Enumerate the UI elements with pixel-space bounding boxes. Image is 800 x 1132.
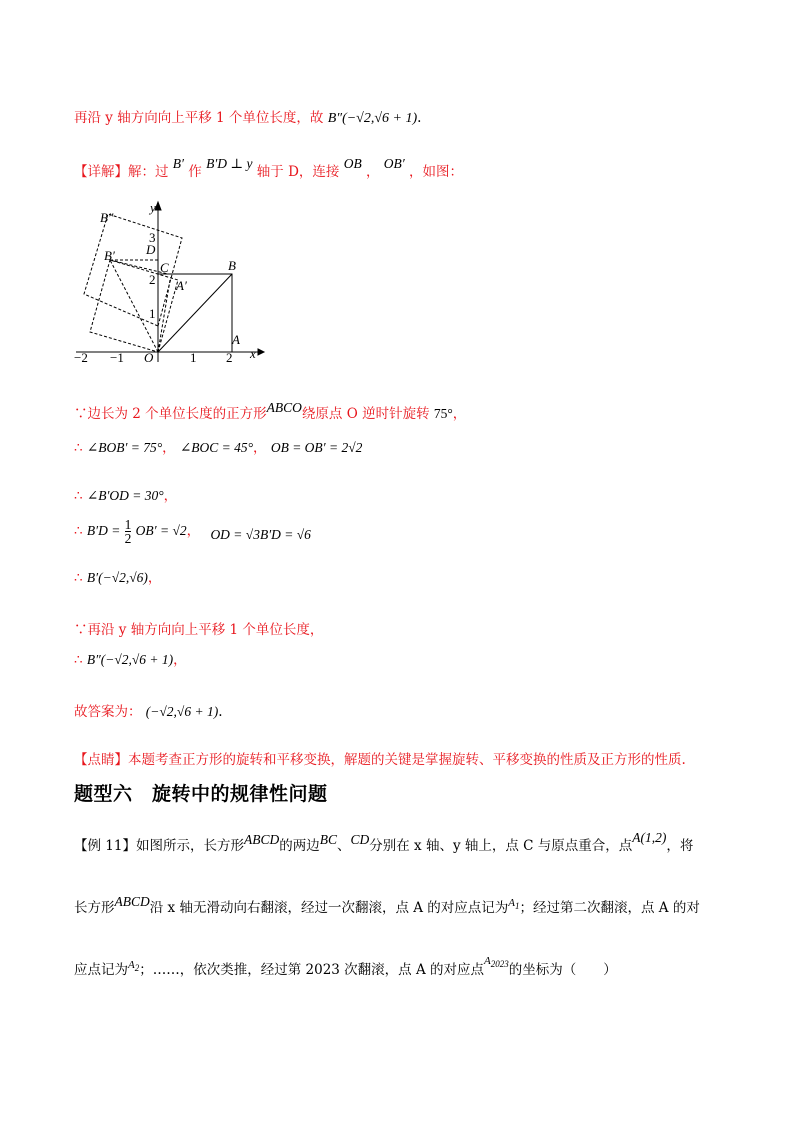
detail-text-a: 解：过	[128, 164, 169, 180]
label-x: x	[250, 346, 256, 361]
comma: ，	[147, 570, 162, 586]
comment-tag: 【点睛】	[74, 752, 128, 768]
label-y: y	[150, 200, 156, 215]
detail-text-d: ，	[366, 164, 380, 180]
step3-math: ∠B′OD = 30°	[86, 488, 164, 503]
period: .	[417, 110, 422, 126]
therefore-symbol: ∴	[74, 523, 83, 539]
math-a: A	[484, 955, 491, 967]
y-tick-3: 3	[149, 230, 156, 245]
detail-math-ob: OB	[343, 156, 362, 171]
comma: ，	[253, 440, 267, 456]
label-d: D	[146, 242, 156, 257]
comma: ，	[173, 652, 187, 668]
step-3	[74, 484, 177, 504]
subscript: 1	[515, 901, 520, 912]
detail-math-b1: B′	[172, 156, 184, 171]
example-text: 的两边	[279, 838, 320, 854]
subscript: 2	[134, 963, 140, 974]
example-text: 、	[337, 838, 351, 854]
example-tag: 【例 11】	[74, 838, 136, 854]
therefore-symbol: ∴	[74, 440, 83, 456]
section-title: 题型六 旋转中的规律性问题	[74, 783, 328, 805]
example-line-1	[74, 830, 694, 854]
y-tick-1: 1	[149, 306, 156, 321]
fraction-denominator: 2	[124, 531, 132, 546]
example-text: 分别在 x 轴、y 轴上，点 C 与原点重合，点	[369, 838, 633, 854]
therefore-symbol: ∴	[74, 488, 83, 504]
step2-math-a: ∠BOB′ = 75°	[86, 440, 163, 455]
label-b1: B′	[104, 248, 115, 263]
detail-line	[74, 156, 464, 180]
label-a: A	[232, 332, 240, 347]
math-a: A	[128, 959, 135, 971]
math-a: A	[508, 897, 516, 909]
label-b2: B″	[100, 210, 114, 225]
example-text: 的坐标为（ ）	[508, 962, 617, 978]
step1-mid: 绕原点 O 逆时针旋转	[301, 406, 430, 422]
step4-math-right: OB′ = √2	[135, 523, 187, 538]
example-text: 如图所示，长方形	[135, 838, 244, 854]
example-text: 应点记为	[74, 962, 128, 978]
math-point-a: A(1,2)	[632, 830, 667, 845]
step1-math: ABCO	[266, 400, 302, 415]
step1-angle: 75°	[433, 406, 453, 421]
math-a1	[508, 897, 520, 912]
answer-math: (−√2,√6 + 1)	[145, 704, 219, 719]
comma: ，	[162, 440, 176, 456]
detail-math-ob1: OB′	[383, 156, 405, 171]
step-1	[74, 402, 466, 422]
rotation-figure	[70, 196, 270, 368]
x-tick-neg1: −1	[110, 350, 124, 365]
step-7	[74, 648, 187, 668]
step4-math-left: B′D =	[86, 523, 121, 538]
x-tick-2: 2	[226, 350, 233, 365]
example-text: ，将	[666, 838, 694, 854]
step-6	[74, 618, 323, 638]
therefore-symbol: ∴	[74, 652, 83, 668]
x-axis-arrow-icon	[258, 349, 264, 355]
step2-math-b: ∠BOC = 45°	[179, 440, 254, 455]
step1-end: ，	[452, 406, 467, 422]
math-abcd: ABCD	[114, 894, 150, 909]
fraction-numerator: 1	[124, 517, 132, 532]
example-line-3	[74, 955, 617, 979]
answer-prefix: 故答案为：	[74, 704, 142, 720]
label-a1: A′	[176, 278, 187, 293]
subscript: 2023	[490, 959, 509, 970]
x-tick-neg2: −2	[74, 350, 88, 365]
x-tick-1: 1	[190, 350, 197, 365]
example-text: ；经过第二次翻滚，点 A 的对	[519, 900, 700, 916]
comment-line	[74, 748, 686, 768]
comma: ，	[163, 488, 178, 504]
step-5	[74, 566, 161, 586]
step6-text: ∵再沿 y 轴方向向上平移 1 个单位长度，	[74, 622, 324, 638]
comma: ，	[186, 523, 201, 539]
step2-math-c: OB = OB′ = 2√2	[270, 440, 363, 455]
example-text: 沿 x 轴无滑动向右翻滚，经过一次翻滚，点 A 的对应点记为	[149, 900, 509, 916]
math-bc: BC	[319, 832, 337, 847]
math-abcd: ABCD	[243, 832, 280, 847]
detail-text-b: 作	[188, 164, 202, 180]
math-a2023	[484, 955, 509, 970]
detail-math-perp: B′D ⊥ y	[206, 156, 253, 171]
detail-tag: 【详解】	[74, 164, 128, 180]
example-text: ；……，依次类推，经过第 2023 次翻滚，点 A 的对应点	[139, 962, 485, 978]
solution-text: 再沿 y 轴方向向上平移 1 个单位长度，故	[74, 110, 324, 126]
label-o: O	[144, 350, 154, 365]
answer-line	[74, 700, 223, 720]
solution-line-1	[74, 106, 421, 127]
step5-math: B′(−√2,√6)	[86, 570, 148, 585]
step4-math-b: OD = √3B′D = √6	[210, 527, 311, 542]
step7-math: B″(−√2,√6 + 1)	[86, 652, 174, 667]
step-4	[74, 518, 311, 545]
math-a2	[128, 959, 140, 974]
label-c: C	[160, 260, 169, 275]
step-2	[74, 436, 362, 456]
step4-fraction	[125, 518, 132, 545]
solution-math: B″(−√2,√6 + 1)	[327, 111, 418, 126]
period: .	[218, 704, 223, 720]
example-line-2	[74, 896, 700, 917]
math-cd: CD	[350, 832, 370, 847]
label-b: B	[228, 258, 236, 273]
example-text: 长方形	[74, 900, 115, 916]
y-tick-2: 2	[149, 272, 156, 287]
detail-text-e: ，如图：	[409, 164, 464, 180]
comment-text: 本题考查正方形的旋转和平移变换，解题的关键是掌握旋转、平移变换的性质及正方形的性质.	[128, 752, 686, 768]
y-axis-arrow-icon	[155, 202, 161, 210]
therefore-symbol: ∴	[74, 570, 83, 586]
step1-text: ∵边长为 2 个单位长度的正方形	[74, 406, 267, 422]
detail-text-c: 轴于 D，连接	[256, 164, 340, 180]
